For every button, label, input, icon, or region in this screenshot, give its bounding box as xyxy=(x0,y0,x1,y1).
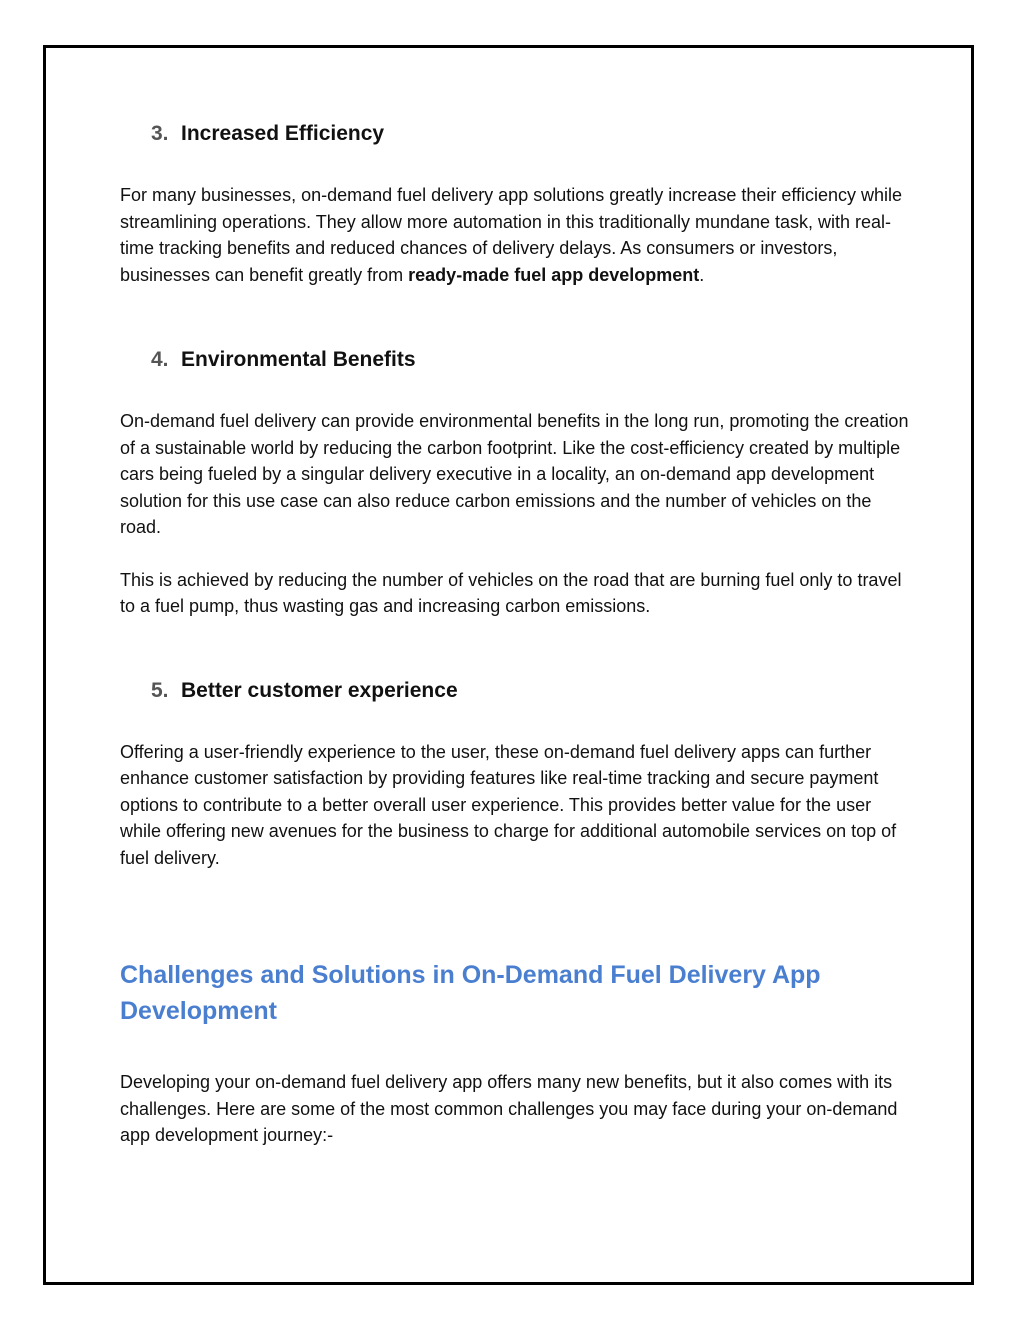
paragraph: This is achieved by reducing the number of vehicles on the road that are burning fuel only to travel to a fuel pump, thus wasting gas and increasing carbon emissions. xyxy=(120,569,902,616)
paragraph xyxy=(120,182,910,288)
section-number: 4. xyxy=(151,348,169,371)
section-heading-increased-efficiency xyxy=(151,120,910,148)
section-heading-environmental-benefits xyxy=(151,346,910,374)
section-title: Increased Efficiency xyxy=(181,122,385,145)
paragraph: On-demand fuel delivery can provide environmental benefits in the long run, promoting the creation of a sustainable world by reducing the carbon footprint. Like the cost-efficiency created by multiple cars being fueled by a singular delivery executive in a locality, an on-demand app development solution for this use case can also reduce carbon emissions and the number of vehicles on the road. xyxy=(120,411,909,537)
section-heading-better-customer-experience xyxy=(151,677,910,705)
section-title: Better customer experience xyxy=(181,678,458,702)
bold-phrase: ready-made fuel app development xyxy=(408,264,700,285)
section-number: 3. xyxy=(151,122,169,145)
section-title: Environmental Benefits xyxy=(181,348,416,371)
section-number: 5. xyxy=(151,678,169,702)
challenges-heading: Challenges and Solutions in On-Demand Fuel Delivery App Development xyxy=(120,961,821,1025)
paragraph: Offering a user-friendly experience to the user, these on-demand fuel delivery apps can further enhance customer satisfaction by providing features like real-time tracking and secure payment options to contribute to a better overall user experience. This provides better value for the user while offering new avenues for the business to charge for additional automobile services on top of fuel delivery. xyxy=(120,741,897,868)
paragraph-text-end: . xyxy=(699,264,705,285)
paragraph-text: For many businesses, on-demand fuel delivery app solutions greatly increase their efficiency while streamlining operations. They allow more automation in this traditionally mundane task, with real-time tracking benefits and reduced chances of delivery delays. As consumers or investors, businesses can benefit greatly from xyxy=(120,185,903,285)
challenges-intro: Developing your on-demand fuel delivery app offers many new benefits, but it also comes with its challenges. Here are some of the most common challenges you may face during your on-demand app development journey:- xyxy=(120,1072,898,1145)
document-content xyxy=(120,120,910,1149)
